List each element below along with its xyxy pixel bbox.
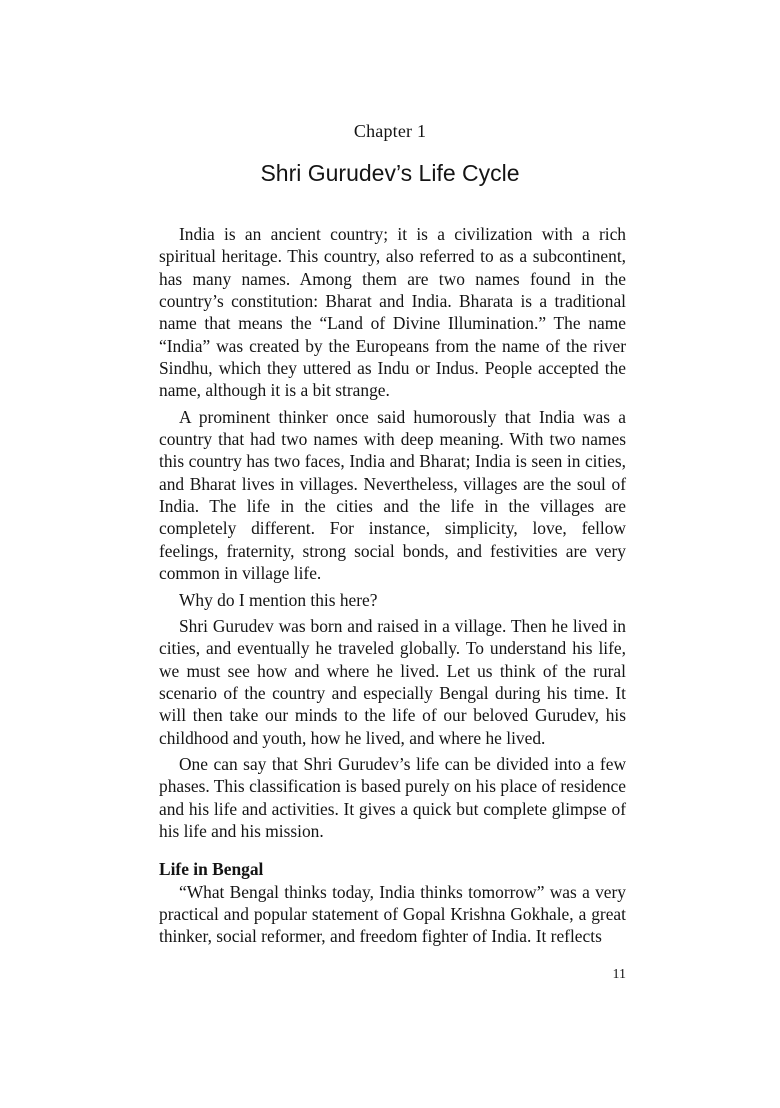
chapter-title: Shri Gurudev’s Life Cycle — [260, 160, 520, 186]
section-heading: Life in Bengal — [159, 859, 264, 880]
paragraph: Shri Gurudev was born and raised in a village. Then he lived in cities, and eventually he traveled globally. To understand his life, we must see how and where he lived. Let us think of the rural scenario of the country and especially Bengal during his time. It will then take our minds to the life of our beloved Gurudev, his childhood and youth, how he lived, and where he lived. — [159, 615, 626, 748]
paragraph: Why do I mention this here? — [179, 589, 378, 610]
section-paragraph: “What Bengal thinks today, India thinks tomorrow” was a very practical and popular statement of Gopal Krishna Gokhale, a great thinker, social reformer, and freedom fighter of India. It reflects — [159, 881, 626, 947]
paragraph: A prominent thinker once said humorously that India was a country that had two names with deep meaning. With two names this country has two faces, India and Bharat; India is seen in cities, and Bharat lives in villages. Nevertheless, villages are the soul of India. The life in the cities and the life in the villages are completely different. For instance, simplicity, love, fellow feelings, fraternity, strong social bonds, and festivities are very common in village life. — [159, 406, 626, 584]
chapter-label: Chapter 1 — [353, 121, 427, 141]
body-text — [159, 223, 626, 952]
page-number: 11 — [612, 967, 626, 982]
paragraph: One can say that Shri Gurudev’s life can be divided into a few phases. This classification is based purely on his place of residence and his life and activities. It gives a quick but complete glimpse of his life and his mission. — [159, 753, 626, 841]
paragraph: India is an ancient country; it is a civilization with a rich spiritual heritage. This country, also referred to as a subcontinent, has many names. Among them are two names found in the country’s constitution: Bharat and India. Bharata is a traditional name that means the “Land of Divine Illumination.” The name “India” was created by the Europeans from the name of the river Sindhu, which they uttered as Indu or Indus. People accepted the name, although it is a bit strange. — [159, 224, 626, 401]
